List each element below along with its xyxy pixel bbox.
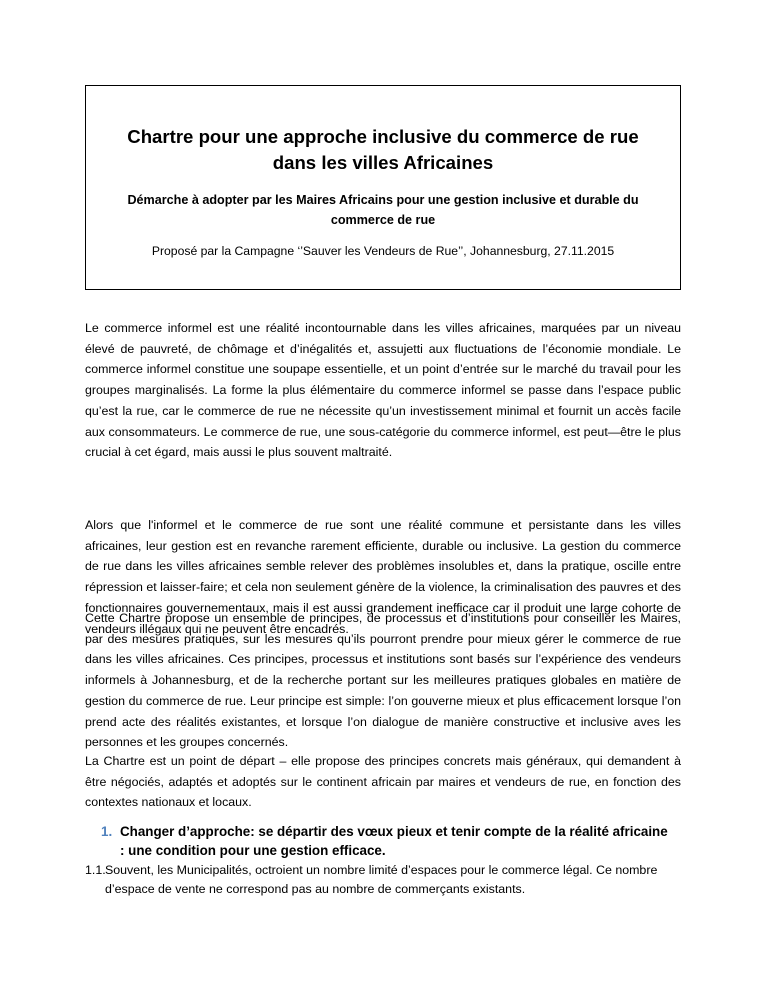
document-title: Chartre pour une approche inclusive du commerce de rue dans les villes Africaines (127, 126, 639, 173)
item-number: 1.1. (85, 863, 106, 877)
section-heading-text: Changer d’approche: se départir des vœux pieux et tenir compte de la réalité africaine : une condition pour une gestion efficace. (120, 824, 668, 858)
paragraph-starting-point: La Chartre est un point de départ – elle propose des principes concrets mais généraux, qui demandent à être négociés, adaptés et adoptés sur le continent africain par maires et vendeurs de rue, en fonction des contextes nationaux et locaux. (85, 754, 681, 810)
title-box (85, 85, 681, 290)
paragraph-charter-purpose: Cette Chartre propose un ensemble de principes, de processus et d’institutions pour conseiller les Maires, par des mesures pratiques, sur les mesures qu’ils pourront prendre pour mieux gérer le commerce de rue dans les villes africaines. Ces principes, processus et institutions sont basés sur l’expérience des vendeurs informels à Johannesburg, et de la recherche portant sur les meilleures pratiques globales en matière de gestion du commerce de rue. Leur principe est simple: l’on gouverne mieux et plus efficacement lorsque l’on prend acte des réalités existantes, et lorsque l’on dialogue de manière constructive et inclusive aves les personnes et les groupes concernés. (85, 611, 681, 750)
document-subtitle: Démarche à adopter par les Maires Africains pour une gestion inclusive et durable du commerce de rue (127, 193, 639, 227)
paragraph-intro: Le commerce informel est une réalité incontournable dans les villes africaines, marquées par un niveau élevé de pauvreté, de chômage et d’inégalités et, assujetti aux fluctuations de l’économie mondiale. Le commerce informel constitue une soupape essentielle, et un point d’entrée sur le marché du travail pour les groupes marginalisés. La forme la plus élémentaire du commerce informel se passe dans l’espace public qu’est la rue, car le commerce de rue ne nécessite qu’un investissement minimal et fournit un accès facile aux consommateurs. Le commerce de rue, une sous-catégorie du commerce informel, est peut—être le plus crucial à cet égard, mais aussi le plus souvent maltraité. (85, 321, 681, 460)
paragraph-management: Alors que l'informel et le commerce de rue sont une réalité commune et persistante dans les villes africaines, leur gestion est en revanche rarement efficiente, durable ou inclusive. La gestion du commerce de rue dans les villes africaines semble relever des problèmes insolubles et, dans la pratique, oscille entre répression et laisser-faire; et cela non seulement génère de la violence, la criminalisation des pauvres et des fonctionnaires gouvernementaux, mais il est aussi grandement inefficace car il produit une large cohorte de vendeurs illégaux qui ne peuvent être encadrés. (85, 518, 681, 636)
proposed-by-line: Proposé par la Campagne ‘’Sauver les Vendeurs de Rue’’, Johannesburg, 27.11.2015 (151, 244, 615, 258)
item-text: Souvent, les Municipalités, octroient un nombre limité d’espaces pour le commerce légal. Ce nombre d’espace de vente ne correspond pas au nombre de commerçants existants. (105, 863, 658, 896)
list-item (85, 861, 685, 899)
section-number: 1. (101, 824, 113, 839)
section-heading-1 (101, 822, 670, 860)
